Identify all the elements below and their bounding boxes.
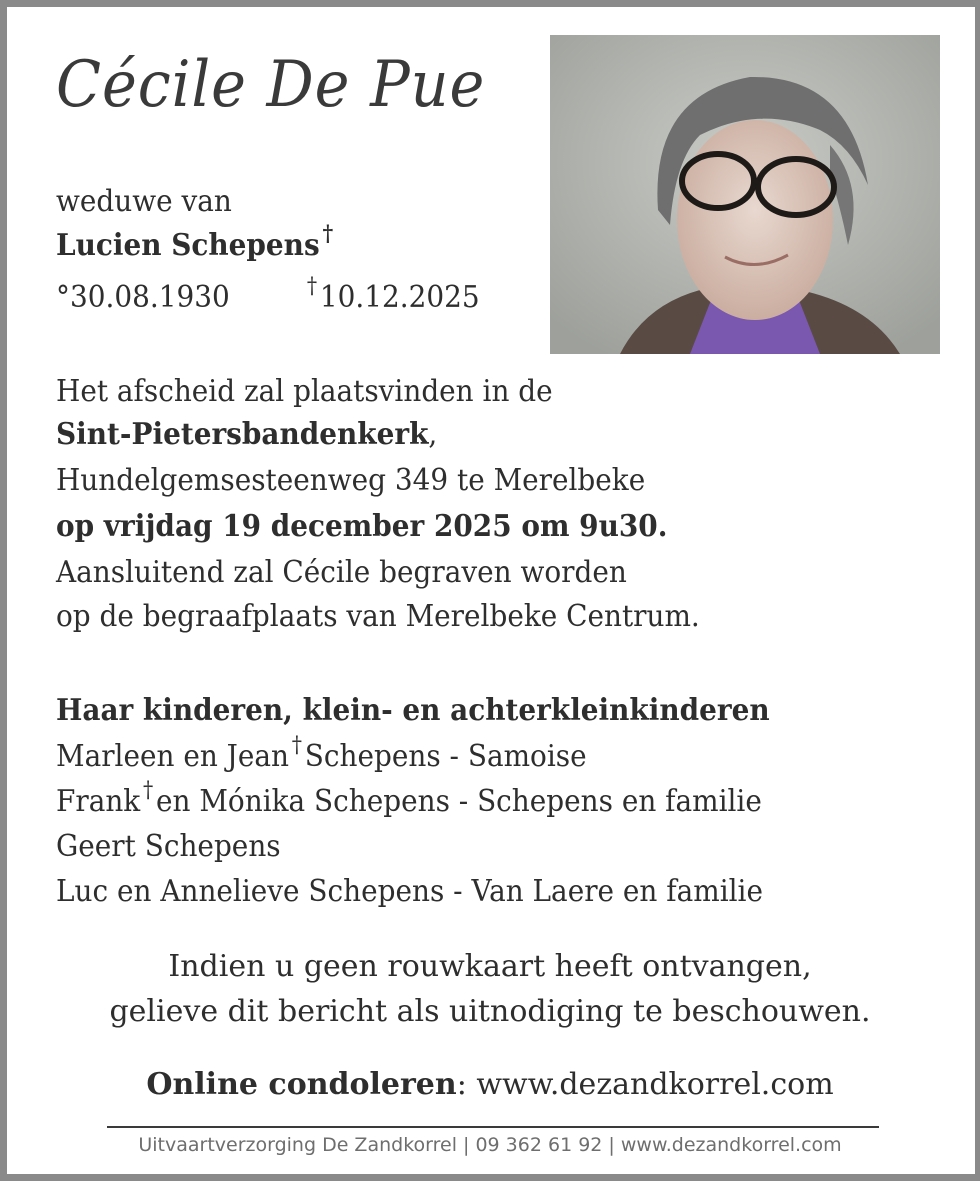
cross-icon: † <box>291 733 302 758</box>
cross-icon: † <box>142 778 154 803</box>
family-line4: Luc en Annelieve Schepens - Van Laere en familie <box>56 874 763 909</box>
condolences-sep: : <box>456 1067 467 1102</box>
family-line1-a: Marleen en Jean <box>56 739 289 774</box>
notice-line2: gelieve dit bericht als uitnodiging te beschouwen. <box>109 994 871 1029</box>
condolences-line <box>0 1063 980 1107</box>
burial-line1: Aansluitend zal Cécile begraven worden <box>56 555 627 590</box>
family-heading: Haar kinderen, klein- en achterkleinkinderen <box>56 693 770 728</box>
family-line3: Geert Schepens <box>56 829 281 864</box>
family-line1 <box>56 735 587 782</box>
cross-icon: † <box>322 221 334 247</box>
footer: Uitvaartverzorging De Zandkorrel | 09 362 61 92 | www.dezandkorrel.com <box>138 1134 842 1156</box>
family-line2-b: en Mónika Schepens - Schepens en familie <box>156 784 762 819</box>
condolences-label: Online condoleren <box>146 1067 457 1102</box>
family-line2-a: Frank <box>56 784 141 819</box>
ceremony-line1: Het afscheid zal plaatsvinden in de <box>56 374 553 409</box>
ceremony-address: Hundelgemsesteenweg 349 te Merelbeke <box>56 463 646 498</box>
ceremony-church-line <box>56 413 437 457</box>
dates-line <box>56 276 480 323</box>
cross-icon: † <box>306 274 318 299</box>
ceremony-date: op vrijdag 19 december 2025 om 9u30. <box>56 509 668 544</box>
divider <box>107 1126 879 1128</box>
burial-line2: op de begraafplaats van Merelbeke Centrum. <box>56 599 700 634</box>
notice-line1: Indien u geen rouwkaart heeft ontvangen, <box>168 949 812 984</box>
widow-label: weduwe van <box>56 184 232 219</box>
family-line1-b: Schepens - Samoise <box>304 739 587 774</box>
church-suffix: , <box>428 417 438 452</box>
family-line2 <box>56 780 762 827</box>
spouse-line <box>56 221 336 270</box>
condolences-url[interactable]: www.dezandkorrel.com <box>476 1067 834 1102</box>
birth-date: °30.08.1930 <box>56 280 230 315</box>
spouse-name: Lucien Schepens <box>56 228 320 263</box>
portrait-photo <box>550 35 940 354</box>
deceased-name: Cécile De Pue <box>56 48 486 122</box>
church-name: Sint-Pietersbandenkerk <box>56 417 429 452</box>
death-date: 10.12.2025 <box>319 280 480 315</box>
